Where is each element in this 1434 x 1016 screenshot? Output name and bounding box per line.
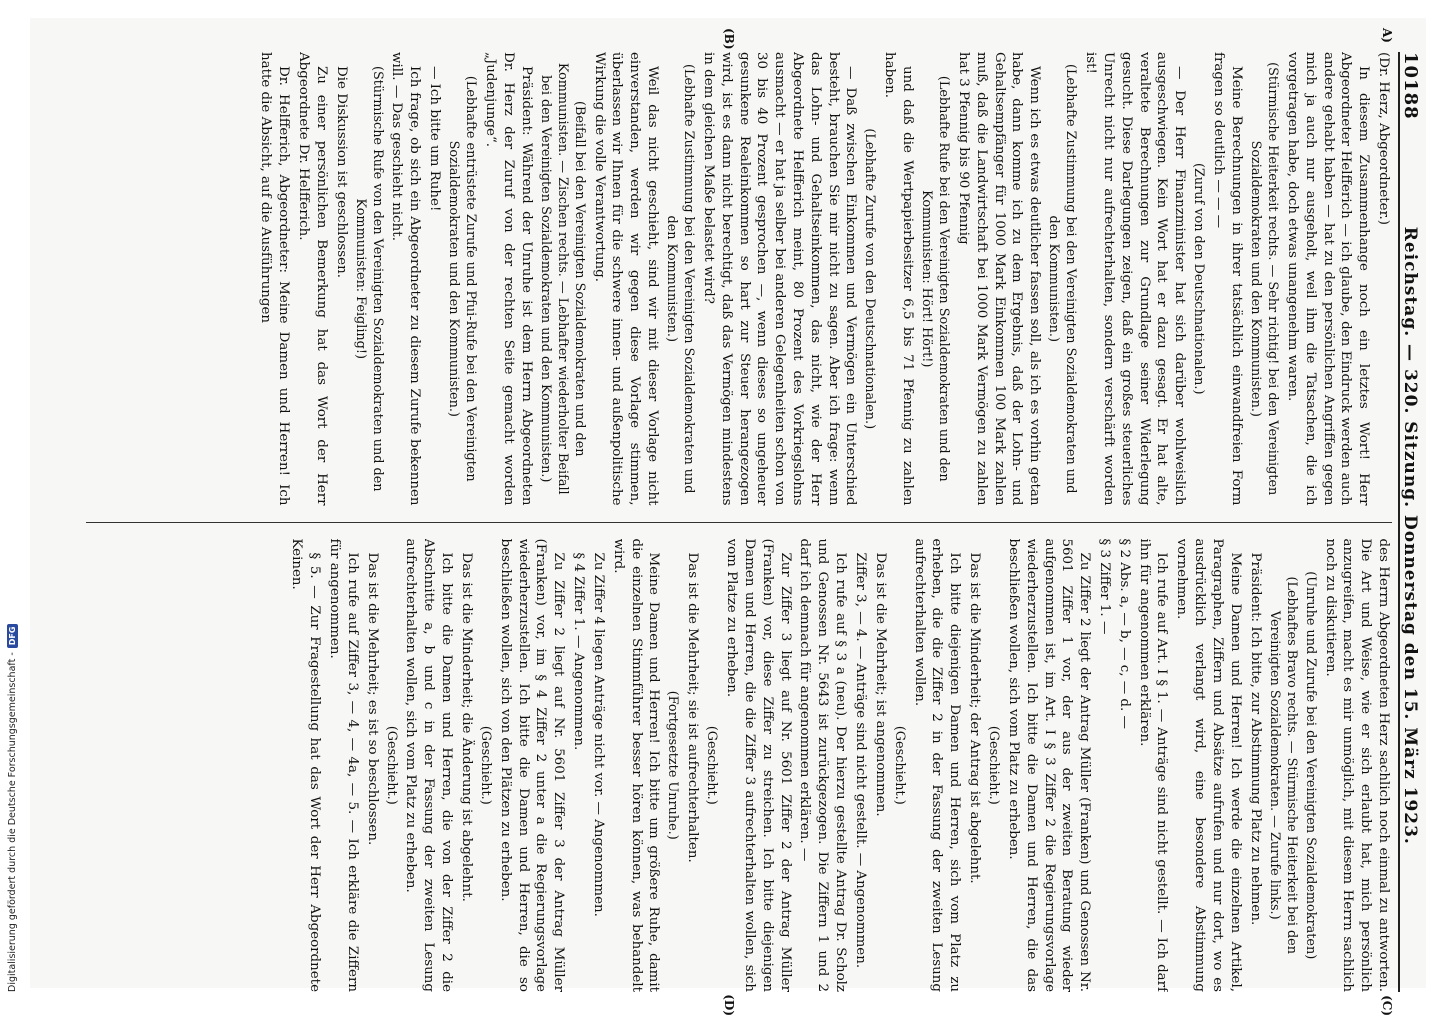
scanned-page-area <box>30 18 1426 1016</box>
paragraph: Zu einer persönlichen Bemerkung hat das Wort der Herr Abgeordnete Dr. Helfferich. <box>295 52 329 506</box>
stage-direction: (Fortgesetzte Unruhe.) <box>665 690 681 840</box>
paragraph: Präsident: Während der Unruhe ist dem Herrn Abgeordneten Dr. Herz der Zuruf von der rechten Seite gemacht worden „Judenjunge“. <box>482 52 534 506</box>
page-header <box>1398 52 1434 992</box>
paragraph: § 3 Ziffer 1. — <box>1097 538 1113 635</box>
paragraph: Weil das nicht geschieht, sind wir mit dieser Vorlage nicht einverstanden, werden wir gegen diese Vorlage stimmen, überlassen wir Ihnen für die schwere innen- und außenpolitische Wirkung die volle Verantwortung. <box>591 52 660 506</box>
stage-direction: (Geschieht.) <box>704 725 720 805</box>
stage-direction: (Zuruf von den Deutschnationalen.) <box>1191 163 1207 395</box>
stage-direction: (Stürmische Rufe von den Vereinigten Sozialdemokraten und den Kommunisten: Feigling!) <box>352 65 385 492</box>
stage-direction: (Lebhafte Zustimmung bei den Vereinigten Sozialdemokraten und den Kommunisten.) <box>1046 64 1079 494</box>
paragraph: Präsident: Ich bitte, zur Abstimmung Platz zu nehmen. <box>1247 552 1263 926</box>
paragraph: des Herrn Abgeordneten Herz sachlich noch einmal zu antworten. Die Art und Weise, wie er sich erlaubt hat, mich persönlich anzugreifen, macht es mir unmöglich, mit diesem Herrn sachlich noch zu diskutieren. <box>1322 538 1391 992</box>
digitization-credit <box>7 624 18 992</box>
stage-direction: (Geschieht.) <box>986 725 1002 805</box>
paragraph: In diesem Zusammenhange noch ein letztes Wort! Herr Abgeordneter Helfferich — ich glaube, den Eindruck werden auch andere gehabt haben — hat zu den persönlichen Angriffen gegen mich ja auch nur ausgeholt, weil ihm die Tatsachen, die ich vorgetragen habe, doch etwas unangenehm waren. <box>1284 52 1372 506</box>
margin-mark-d: (D) <box>722 994 736 1016</box>
column-divider <box>86 522 1392 523</box>
margin-mark-b: (B) <box>722 28 736 50</box>
stage-direction: (Lebhafte Rufe bei den Vereinigten Sozialdemokraten und den Kommunisten: Hört! Hört!) <box>919 75 952 482</box>
paragraph: Ich bitte die Damen und Herren, die von der Ziffer 2 die Abschnitte a, b und c in der Fassung der zweiten Lesung aufrechterhalten wollen, sich vom Platz zu erheben. <box>403 538 455 992</box>
running-title: Reichstag. — 320. Sitzung. Donnerstag den 15. März 1923. <box>1400 226 1420 845</box>
stage-direction: (Beifall bei den Vereinigten Sozialdemokraten und den Kommunisten. — Zischen rechts. — Lebhafter wiederholter Beifall bei den Vereinigten Sozialdemokraten und den Kommunisten.) <box>537 62 587 495</box>
paragraph: Zu Ziffer 4 liegen Anträge nicht vor. — Angenommen. <box>590 552 606 917</box>
paragraph: Das ist die Minderheit; die Änderung ist abgelehnt. <box>458 552 474 902</box>
stage-direction: (Geschieht.) <box>383 725 399 805</box>
stage-direction: (Lebhafte Zustimmung bei den Vereinigten Sozialdemokraten und den Kommunisten.) <box>664 64 697 494</box>
paragraph: Die Diskussion ist geschlossen. <box>333 66 349 278</box>
paragraph: Dr. Helfferich, Abgeordneter: Meine Damen und Herren! Ich hatte die Absicht, auf die Ausführungen <box>258 52 292 506</box>
paragraph: — Der Herr Finanzminister hat sich darüber wohlweislich ausgeschwiegen. Kein Wort hat er dazu gesagt. Er hat alte, veraltete Berechnungen zur Grundlage seiner Widerlegung gesucht. Diese Darlegungen zeigen, daß ein großes steuerliches Unrecht nicht nur aufrechterhalten, sondern verschärft worden ist! <box>1083 52 1188 506</box>
dfg-logo-icon: DFG <box>7 624 18 649</box>
page-number: 10188 <box>1400 52 1421 120</box>
paragraph: — Ich bitte um Ruhe! <box>427 66 443 212</box>
paragraph: § 2 Abs. a, — b, — c, — d. — <box>1116 538 1132 729</box>
stage-direction: (Geschieht.) <box>891 725 907 805</box>
left-column <box>86 52 1392 506</box>
paragraph: Zu Ziffer 2 liegt auf Nr. 5601 Ziffer 3 der Antrag Müller (Franken) vor, im § 4 Ziffer 2 unter a die Regierungsvorlage wiederherzustellen. Ich bitte die Damen und Herren, die so beschließen wollen, sich von den Plätzen zu erheben. <box>497 538 567 992</box>
credit-text: Digitalisierung gefördert durch die Deutsche Forschungsgemeinschaft - <box>7 652 18 992</box>
paragraph: und daß die Wertpapierbesitzer 6,5 bis 71 Pfennig zu zahlen haben. <box>882 52 916 506</box>
paragraph: Ziffer 3, — 4. — Anträge sind nicht gestellt. — Angenommen. <box>852 552 868 969</box>
paragraph: Ich bitte diejenigen Damen und Herren, sich vom Platz zu erheben, die die Ziffer 2 in der Fassung der zweiten Lesung aufrechterhalten wollen. <box>911 538 963 992</box>
paragraph: Wenn ich es etwas deutlicher fassen soll, als ich es vorhin getan habe, dann komme ich zu dem Ergebnis, daß der Lohn- und Gehaltsempfänger für 1000 Mark Einkommen 100 Mark zahlen muß, daß die Landwirtschaft bei 1000 Mark Vermögen zu zahlen hat 3 Pfennig bis 90 Pfennig <box>956 52 1043 506</box>
stage-direction: (Lebhafte entrüstete Zurufe und Pfui-Rufe bei den Vereinigten Sozialdemokraten und den Kommunisten.) <box>446 75 479 482</box>
stage-direction: (Lebhafte Zurufe von den Deutschnationalen.) <box>862 128 878 430</box>
paragraph: § 5. — Zur Fragestellung hat das Wort der Herr Abgeordnete Keinen. <box>289 538 323 992</box>
paragraph: Zu Ziffer 2 liegt der Antrag Müller (Franken) und Genossen Nr. 5601 Ziffer 1 vor, der aus der zweiten Beratung wieder aufgenommen ist, im Art. I § 3 Ziffer 2 die Regierungsvorlage wiederherzustellen. Ich bitte die Damen und Herren, die das beschließen wollen, sich vom Platz zu erheben. <box>1005 538 1093 992</box>
paragraph: Meine Berechnungen in ihrer tatsächlich einwandfreien Form fragen so deutlich — — — <box>1211 52 1244 506</box>
paragraph: Zur Ziffer 3 liegt auf Nr. 5601 Ziffer 2 der Antrag Müller (Franken) vor, diese Ziffer zu streichen. Ich bitte diejenigen Damen und Herren, die die Ziffer 3 aufrechterhalten wollen, sich vom Platze zu erheben. <box>724 538 793 992</box>
stage-direction: (Geschieht.) <box>477 725 493 805</box>
stage-direction: (Stürmische Heiterkeit rechts. — Sehr richtig! bei den Vereinigten Sozialdemokraten und den Kommunisten.) <box>1248 62 1281 496</box>
right-column <box>86 539 1392 993</box>
paragraph: Ich frage, ob sich ein Abgeordneter zu diesem Zurufe bekennen will. — Das geschieht nicht. <box>389 52 423 506</box>
paragraph: Meine Damen und Herren! Ich werde die einzelnen Artikel, Paragraphen, Ziffern und Absätze aufrufen und nur dort, wo es ausdrücklich verlangt wird, eine besondere Abstimmung vornehmen. <box>1174 538 1243 992</box>
rotated-document-page <box>76 28 1434 1016</box>
paragraph: Ich rufe auf Art. I § 1. — Anträge sind nicht gestellt. — Ich darf ihn für angenommen erklären. <box>1136 538 1170 992</box>
paragraph: (Dr. Herz, Abgeordneter.) <box>1376 52 1391 226</box>
margin-mark-c: (C) <box>1380 995 1394 1016</box>
paragraph: § 4 Ziffer 1. — Angenommen. <box>571 552 587 751</box>
margin-mark-a: A) <box>1380 28 1394 43</box>
paragraph: Das ist die Mehrheit; es ist so beschlossen. <box>364 552 380 846</box>
paragraph: Das ist die Mehrheit; ist angenommen. <box>872 552 888 817</box>
paragraph: Ich rufe auf § 3 a (neu). Der hierzu gestellte Antrag Dr. Scholz und Genossen Nr. 5643 ist zurückgezogen. Die Ziffern 1 und 2 darf ich demnach für angenommen erklären. — <box>797 538 849 992</box>
paragraph: Das ist die Mehrheit; sie ist aufrechterhalten. <box>685 552 701 863</box>
stage-direction: (Unruhe und Zurufe bei den Vereinigten Sozialdemokraten) <box>1302 571 1318 960</box>
paragraph: — Daß zwischen Einkommen und Vermögen ein Unterschied besteht, brauchen Sie mir nicht zu sagen. Aber ich frage: wenn das Lohn- und Gehaltseinkommen, das nicht, wie der Herr Abgeordnete Helfferich meint, 80 Prozent des Vorkriegslohns ausmacht — er hat ja selber bei anderen Gelegenheiten schon von 30 bis 40 Prozent gesprochen —, wenn dieses so ungeheuer gesunkene Realeinkommen so hart zur Steuer herangezogen wird, ist es dann nicht berechtigt, daß das Vermögen mindestens in dem gleichen Maße belastet wird? <box>700 52 859 506</box>
stage-direction: (Lebhaftes Bravo rechts. — Stürmische Heiterkeit bei den Vereinigten Sozialdemokraten. — Zurufe links.) <box>1266 576 1299 954</box>
paragraph: Meine Damen und Herren! Ich bitte um größere Ruhe, damit die einzelnen Stimmführer besser hören können, was behandelt wird. <box>610 538 662 992</box>
paragraph: Das ist die Minderheit; der Antrag ist abgelehnt. <box>967 552 983 884</box>
paragraph: Ich rufe auf Ziffer 3, — 4, — 4a, — 5. — Ich erkläre die Ziffern für angenommen. <box>326 538 360 992</box>
text-columns <box>86 52 1392 992</box>
